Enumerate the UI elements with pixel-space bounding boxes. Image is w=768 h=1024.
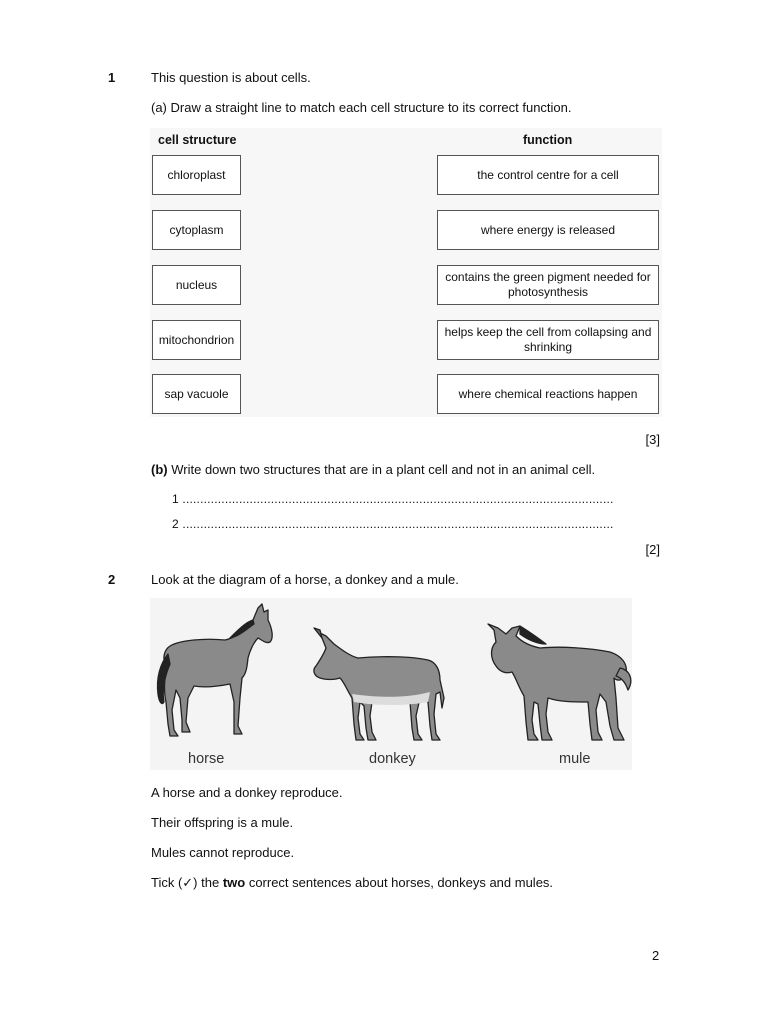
horse-label: horse: [188, 751, 225, 767]
donkey-label: donkey: [369, 751, 416, 767]
function-box-collapsing[interactable]: helps keep the cell from collapsing and shrinking: [437, 320, 659, 360]
question-1a-text: (a) Draw a straight line to match each cell structure to its correct function.: [151, 100, 572, 115]
horse-illustration: [157, 604, 272, 736]
question-1b-label: (b): [151, 462, 168, 477]
sentence-2: Their offspring is a mule.: [151, 815, 294, 830]
animal-illustrations: [150, 598, 632, 748]
tick-instruction-bold: two: [222, 875, 246, 890]
page-number: 2: [652, 948, 660, 963]
structure-box-nucleus[interactable]: nucleus: [152, 265, 241, 305]
question-1b-prompt: Write down two structures that are in a plant cell and not in an animal cell.: [171, 462, 596, 477]
question-1-intro: This question is about cells.: [151, 70, 311, 85]
matching-panel: [150, 128, 662, 417]
tick-instruction-start: Tick (✓) the: [151, 875, 223, 890]
question-1-number: 1: [108, 70, 116, 85]
animal-diagram: [150, 598, 632, 770]
answer-line-2[interactable]: 2 ..........................................................................................................................: [172, 517, 614, 531]
structure-box-sap-vacuole[interactable]: sap vacuole: [152, 374, 241, 414]
function-box-energy-released[interactable]: where energy is released: [437, 210, 659, 250]
question-2-number: 2: [108, 572, 116, 587]
function-box-chemical-reactions[interactable]: where chemical reactions happen: [437, 374, 659, 414]
question-2-intro: Look at the diagram of a horse, a donkey and a mule.: [151, 572, 459, 587]
answer-line-1[interactable]: 1 ..........................................................................................................................: [172, 492, 614, 506]
cell-structure-heading: cell structure: [158, 133, 237, 147]
question-1b-text: [151, 462, 595, 477]
structure-box-chloroplast[interactable]: chloroplast: [152, 155, 241, 195]
function-box-control-centre[interactable]: the control centre for a cell: [437, 155, 659, 195]
function-box-green-pigment[interactable]: contains the green pigment needed for photosynthesis: [437, 265, 659, 305]
mule-label: mule: [559, 751, 591, 767]
donkey-illustration: [314, 628, 444, 740]
function-heading: function: [523, 133, 573, 147]
tick-instruction: [151, 875, 553, 891]
mark-1b: [2]: [645, 542, 660, 557]
sentence-3: Mules cannot reproduce.: [151, 845, 295, 860]
sentence-1: A horse and a donkey reproduce.: [151, 785, 343, 800]
structure-box-cytoplasm[interactable]: cytoplasm: [152, 210, 241, 250]
mark-1a: [3]: [645, 432, 660, 447]
mule-illustration: [488, 624, 631, 740]
tick-instruction-end: correct sentences about horses, donkeys and mules.: [245, 875, 554, 890]
structure-box-mitochondrion[interactable]: mitochondrion: [152, 320, 241, 360]
